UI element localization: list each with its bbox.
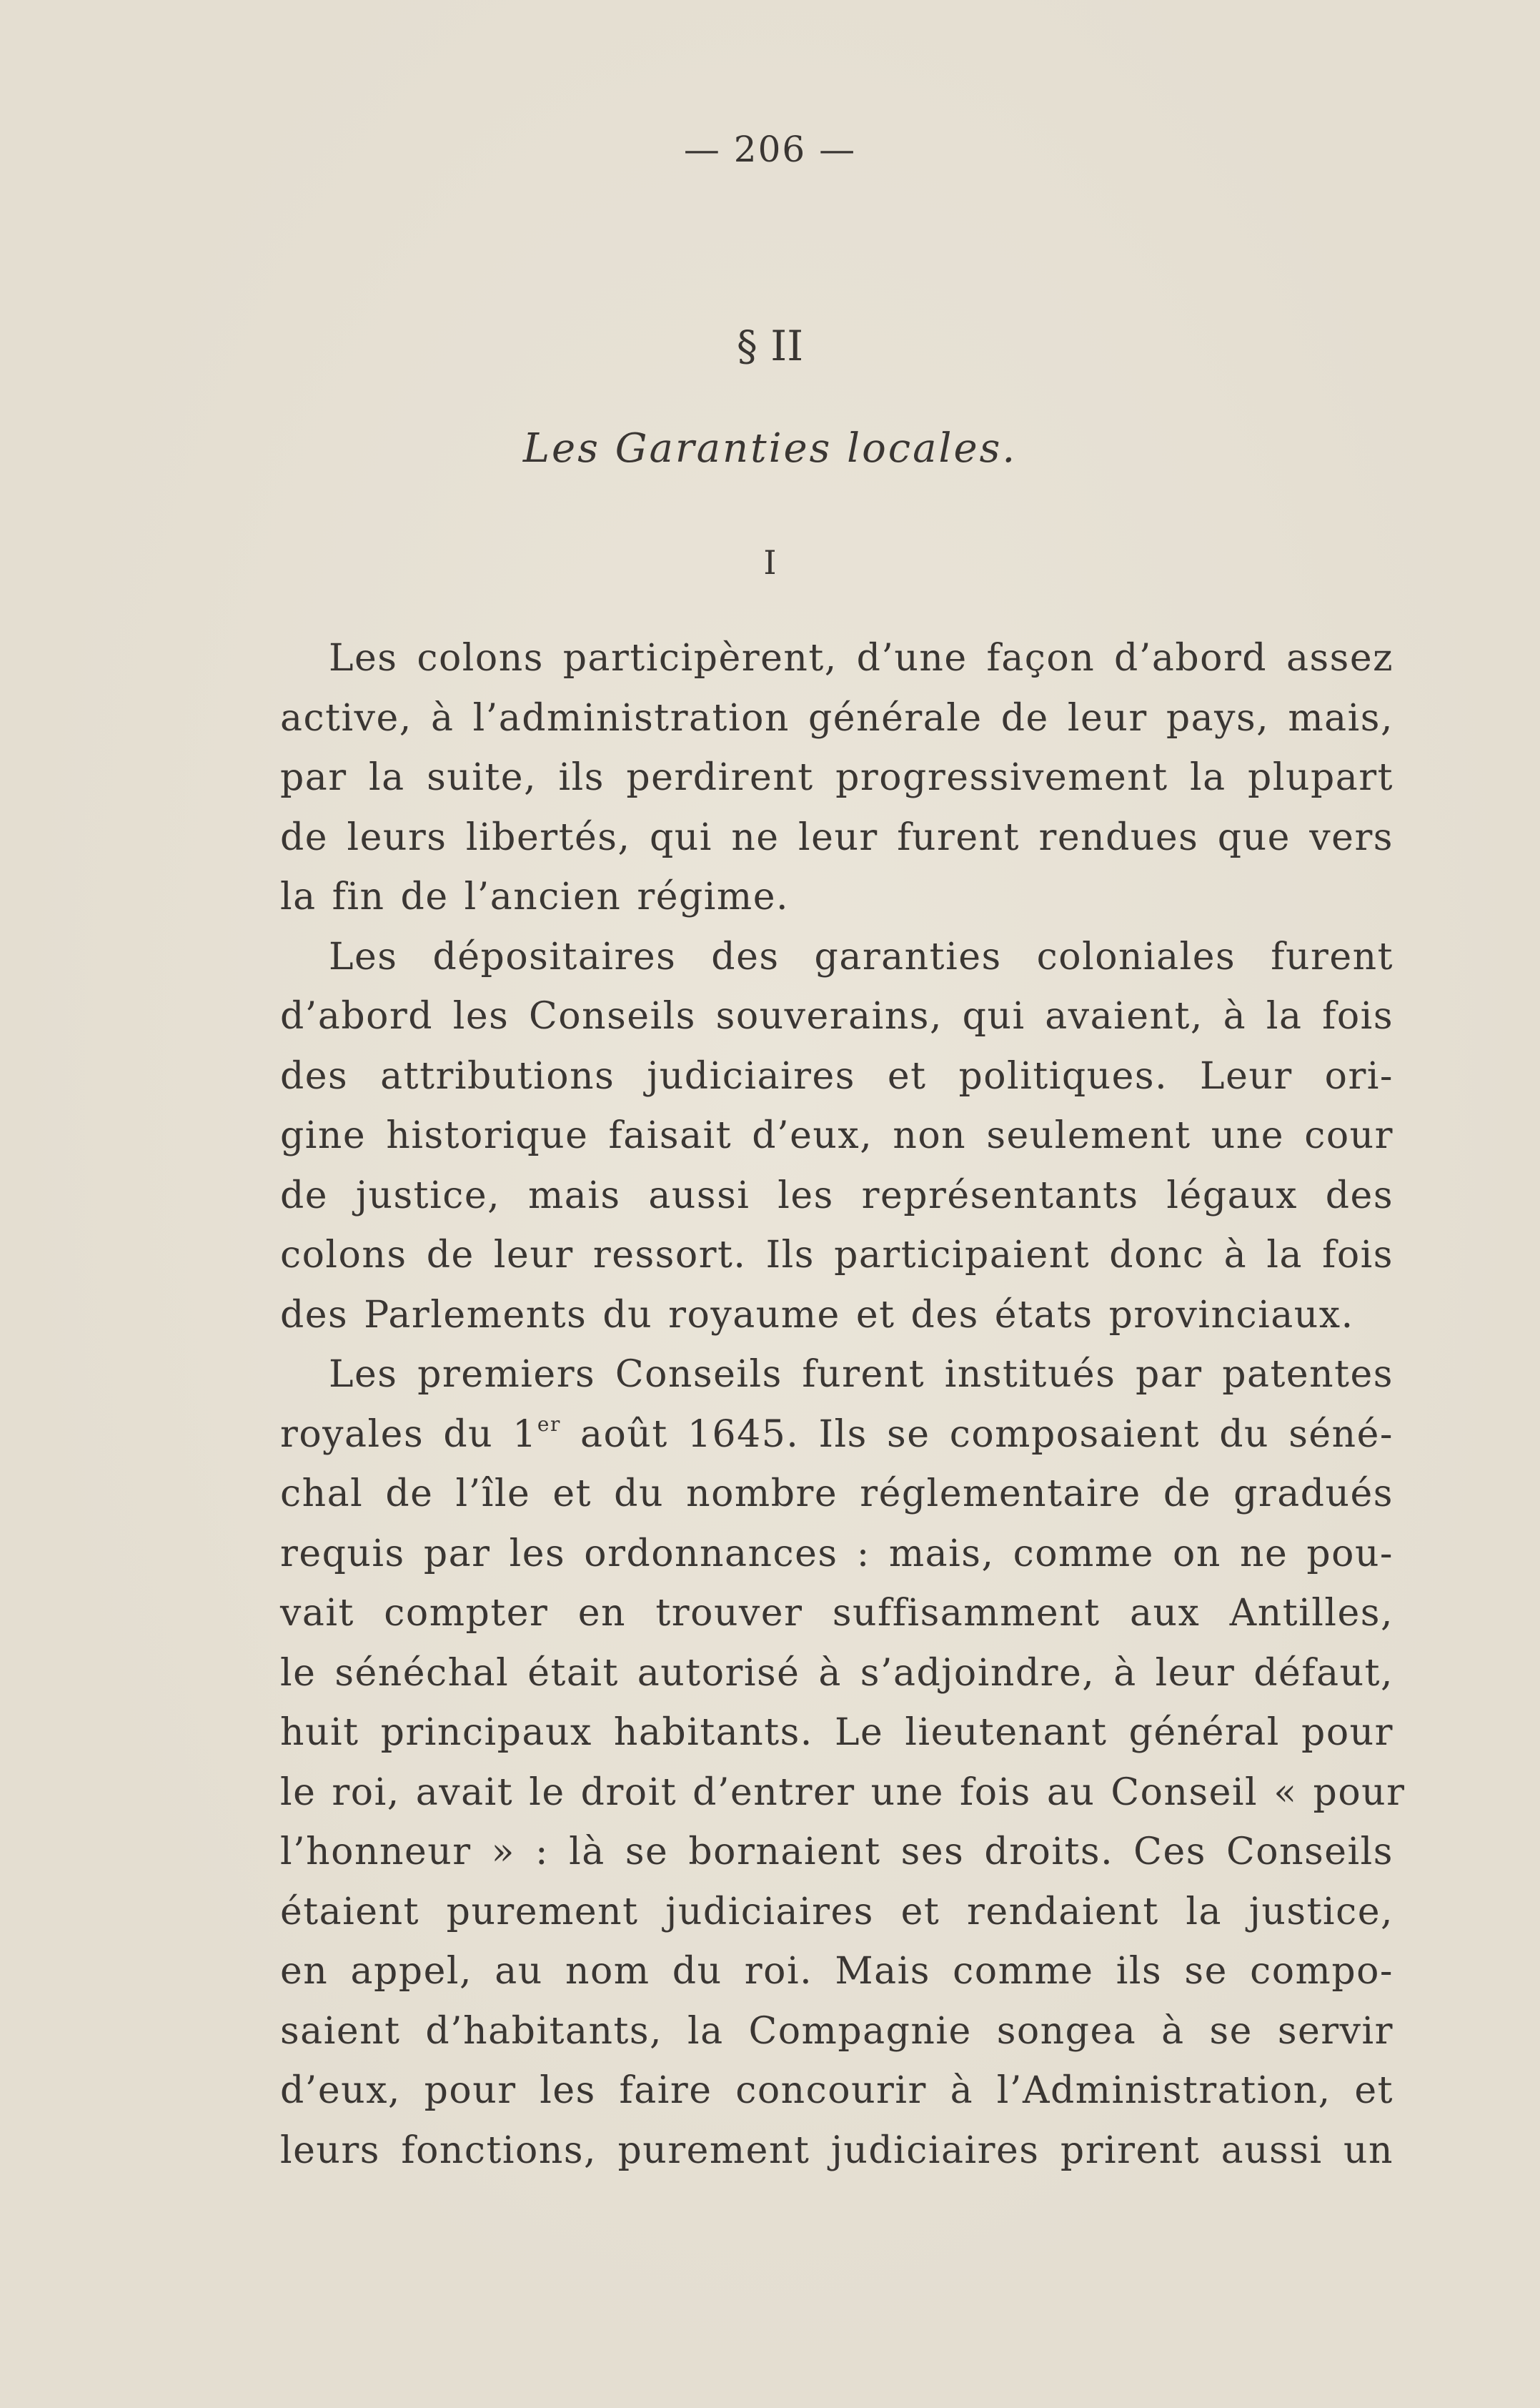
ordinal-superscript: er [537,1412,561,1436]
text-line: requis par les ordonnances : mais, comme on ne pou- [280,1532,1394,1575]
body-text [280,629,1406,2181]
text-line: la fin de l’ancien régime. [280,876,790,918]
text-line: d’abord les Conseils souverains, qui avaient, à la fois [280,995,1394,1038]
text-line: de leurs libertés, qui ne leur furent rendues que vers [280,816,1394,859]
text-line: des attributions judiciaires et politiques. Leur ori- [280,1054,1394,1098]
text-line: le sénéchal était autorisé à s’adjoindre, à leur défaut, [280,1651,1394,1695]
section-heading: § II [736,322,804,370]
text-fragment: août 1645. Ils se composaient du séné- [560,1412,1394,1456]
text-fragment: royales du 1 [280,1412,537,1456]
text-line: le roi, avait le droit d’entrer une fois au Conseil « pour [280,1770,1406,1814]
text-line: vait compter en trouver suffisamment aux Antilles, [280,1592,1394,1635]
text-line: Les premiers Conseils furent institués par patentes [329,1353,1394,1396]
text-line: Les colons participèrent, d’une façon d’abord assez [329,637,1394,680]
text-line: de justice, mais aussi les représentants légaux des [280,1174,1394,1217]
text-line: leurs fonctions, purement judiciaires prirent aussi un [280,2129,1394,2172]
text-line: des Parlements du royaume et des états provinciaux. [280,1293,1354,1337]
text-line: Les dépositaires des garanties coloniales furent [329,935,1394,978]
subsection-heading: I [763,543,777,582]
text-line: huit principaux habitants. Le lieutenant général pour [280,1711,1394,1754]
text-line [280,1405,1394,1465]
text-line: saient d’habitants, la Compagnie songea à se servir [280,2009,1394,2053]
text-line: étaient purement judiciaires et rendaient la justice, [280,1890,1394,1933]
page-number: — 206 — [683,129,857,170]
text-line: en appel, au nom du roi. Mais comme ils se compo- [280,1950,1394,1993]
section-title: Les Garanties locales. [522,425,1018,472]
text-line: colons de leur ressort. Ils participaient donc à la fois [280,1234,1394,1277]
text-line: gine historique faisait d’eux, non seulement une cour [280,1114,1394,1157]
text-line: active, à l’administration générale de leur pays, mais, [280,696,1394,740]
text-line: l’honneur » : là se bornaient ses droits. Ces Conseils [280,1830,1394,1873]
text-line: par la suite, ils perdirent progressivement la plupart [280,756,1394,799]
text-line: d’eux, pour les faire concourir à l’Administration, et [280,2069,1394,2112]
text-line: chal de l’île et du nombre réglementaire de gradués [280,1472,1394,1515]
